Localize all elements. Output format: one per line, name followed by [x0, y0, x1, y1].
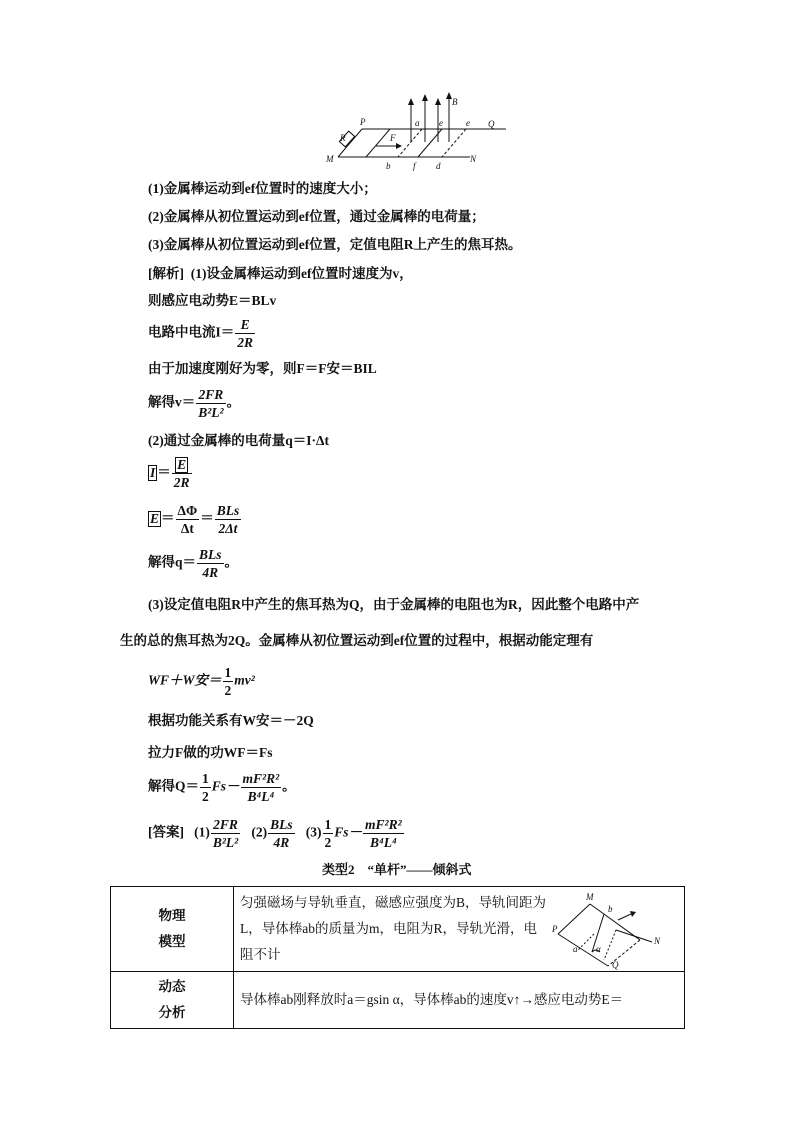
- label-R: R: [340, 133, 346, 143]
- solution-line-6: (2)通过金属棒的电荷量q＝I·Δt: [148, 433, 329, 448]
- label-P: P: [360, 117, 366, 127]
- label-e1: e: [439, 118, 443, 128]
- label-M2: M: [586, 892, 594, 902]
- label-F: F: [390, 133, 396, 143]
- rail-circuit-diagram: [318, 96, 508, 176]
- answer-tag: [答案]: [148, 824, 184, 840]
- incline-rail-diagram: [552, 890, 676, 970]
- solution-line-3: 电路中电流I＝ $\frac{E}{2R}$: [148, 317, 254, 350]
- solution-line-11: 根据功能关系有W安＝－2Q: [148, 713, 314, 728]
- label-a: a: [415, 118, 420, 128]
- row-label-model: 物理 模型: [111, 887, 234, 972]
- row-content-model: 匀强磁场与导轨垂直，磁感应强度为B，导轨间距为L，导体棒ab的质量为m，电阻为R，导轨光滑，电阻不计 M P N Q a b α: [234, 887, 685, 972]
- solution-line-7: I ＝ $\frac{E}{2R}$: [150, 457, 190, 490]
- label-f: f: [413, 161, 416, 171]
- question-3: (3)金属棒从初位置运动到ef位置，定值电阻R上产生的焦耳热。: [148, 237, 522, 252]
- label-P2: P: [552, 924, 558, 934]
- model-table: [110, 886, 685, 1029]
- table-row-model: [111, 887, 685, 972]
- label-Q2: Q: [612, 960, 619, 970]
- section-title: 类型2 “单杆”——倾斜式: [322, 862, 472, 877]
- table-row-dynamics: [111, 972, 685, 1029]
- label-N2: N: [654, 936, 661, 946]
- solution-paragraph-3-line-2: 生的总的焦耳热为2Q。金属棒从初位置运动到ef位置的过程中，根据动能定理有: [120, 633, 594, 648]
- question-1: (1)金属棒运动到ef位置时的速度大小；: [148, 181, 377, 196]
- question-2: (2)金属棒从初位置运动到ef位置，通过金属棒的电荷量；: [148, 209, 485, 224]
- solution-line-2: 则感应电动势E＝BLv: [148, 293, 277, 308]
- solution-line-5: 解得v＝ $\frac{2FR}{\text{B²L²}}$ 。: [148, 387, 241, 420]
- solution-paragraph-3-line-1: (3)设定值电阻R中产生的焦耳热为Q，由于金属棒的电阻也为R，因此整个电路中产: [148, 597, 640, 612]
- label-B: B: [452, 97, 458, 107]
- label-e2: e: [466, 118, 470, 128]
- solution-line-8: E ＝ $\frac{\Delta\Phi}{\Delta t}$ ＝ $\frac{\text{BLs}}{2\Delta t}$: [150, 503, 240, 536]
- label-d: d: [436, 161, 441, 171]
- label-b: b: [386, 161, 391, 171]
- label-b2: b: [608, 904, 613, 914]
- label-M: M: [326, 154, 334, 164]
- label-N: N: [470, 154, 477, 164]
- label-Q: Q: [488, 119, 495, 129]
- solution-line-1: [解析] (1)设金属棒运动到ef位置时速度为v，: [148, 266, 413, 281]
- row-content-dynamics: 导体棒ab刚释放时a＝gsin α，导体棒ab的速度v↑→感应电动势E＝: [234, 972, 685, 1029]
- label-alpha: α: [596, 944, 601, 954]
- solution-line-10: WF＋W安＝ $\frac{1}{2}$ mv²: [148, 665, 255, 698]
- solution-line-12: 拉力F做的功WF＝Fs: [148, 745, 273, 760]
- answer-line: [答案] (1) $\frac{2FR}{\text{B²L²}}$ (2) $\frac{\text{BLs}}{4R}$ (3) $\frac{1}{2}$ Fs－ $\frac{\text{mF²R²}}{\text{B⁴L⁴}}$: [148, 817, 402, 850]
- solution-line-9: 解得q＝ $\frac{\text{BLs}}{4R}$ 。: [148, 547, 239, 580]
- solution-tag: [解析]: [148, 266, 184, 281]
- solution-line-4: 由于加速度刚好为零，则F＝F安＝BIL: [148, 361, 377, 376]
- label-a2: a: [573, 944, 578, 954]
- row-label-dynamics: 动态 分析: [111, 972, 234, 1029]
- solution-line-13: 解得Q＝ $\frac{1}{2}$ Fs－ $\frac{\text{mF²R²}}{\text{B⁴L⁴}}$ 。: [148, 771, 296, 804]
